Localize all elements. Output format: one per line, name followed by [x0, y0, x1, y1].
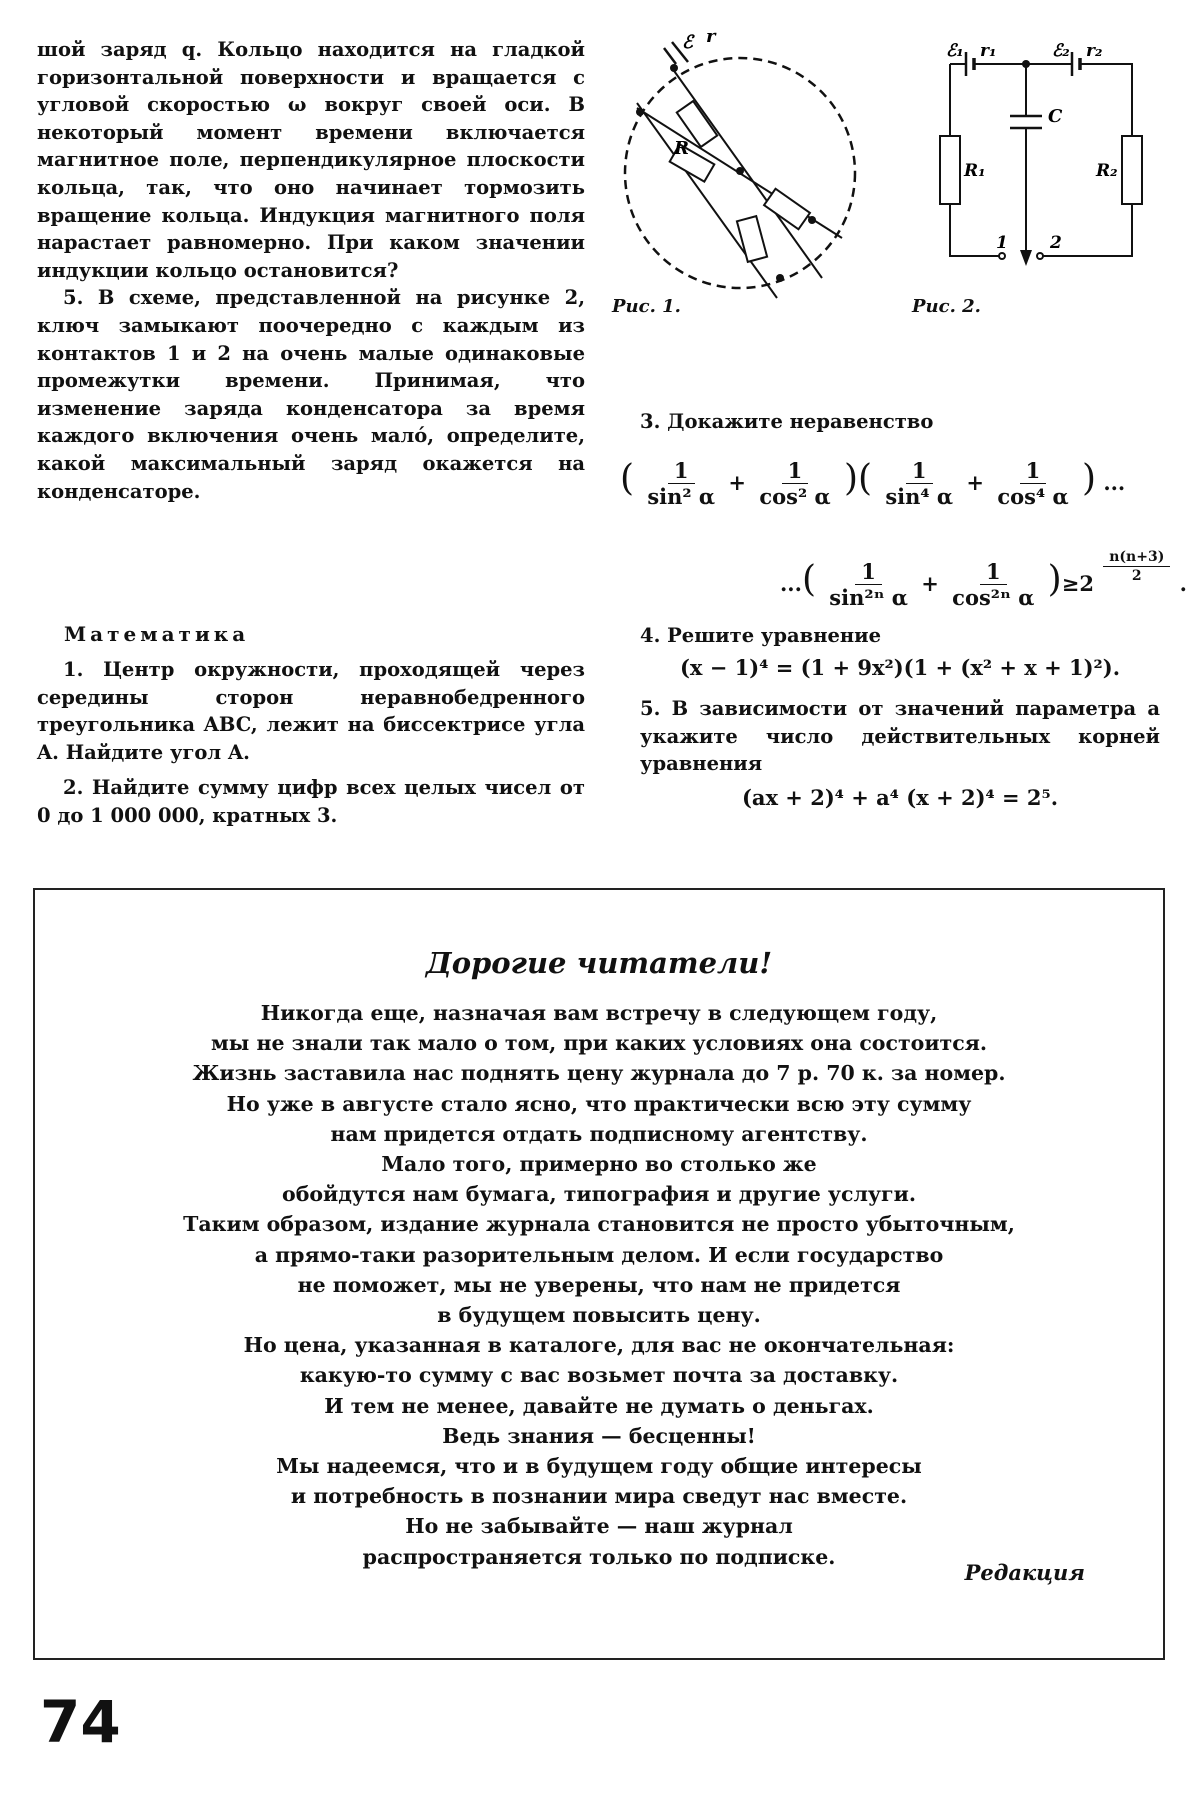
notice-line: какую-то сумму с вас возьмет почта за доставку.	[299, 1363, 899, 1388]
fig2-contact-2-label: 2	[1050, 233, 1062, 253]
notice-line: Но уже в августе стало ясно, что практически всю эту сумму	[226, 1091, 972, 1116]
physics-task-5: 5. В схеме, представленной на рисунке 2, ключ замыкают поочередно с каждым из контактов 1 и 2 на очень малые одинаковые промежутки времени. Принимая, что изменение заряда конденсатора за время каждого включения очень малó, определите, какой максимальный заряд окажется на конденсаторе.	[37, 286, 585, 503]
notice-line: И тем не менее, давайте не думать о деньгах.	[324, 1393, 874, 1418]
math-task-2: 2. Найдите сумму цифр всех целых чисел от 0 до 1 000 000, кратных 3.	[37, 776, 585, 827]
notice-line: мы не знали так мало о том, при каких условиях она состоится.	[211, 1031, 987, 1056]
notice-line: не поможет, мы не уверены, что нам не придется	[297, 1272, 901, 1297]
math-task-3-label: 3. Докажите неравенство	[640, 410, 934, 433]
physics-task-continuation: шой заряд q. Кольцо находится на гладкой горизонтальной поверхности и вращается с угловой скоростью ω вокруг своей оси. В некоторый момент времени включается магнитное поле, перпендикулярное плоскости кольца, так, что оно начинает тормозить вращение кольца. Индукция магнитного поля нарастает равномерно. При каком значении индукции кольцо остановится?	[37, 38, 585, 282]
figure-1-caption: Рис. 1.	[612, 296, 681, 317]
fig2-contact-1-label: 1	[996, 233, 1008, 253]
notice-line: Мы надеемся, что и в будущем году общие интересы	[276, 1454, 922, 1479]
physics-text-column	[37, 36, 585, 505]
notice-line: обойдутся нам бумага, типография и другие услуги.	[282, 1182, 916, 1207]
notice-line: Никогда еще, назначая вам встречу в следующем году,	[260, 1001, 938, 1025]
notice-title: Дорогие читатели!	[425, 946, 773, 980]
fig1-emf-label: ℰ	[682, 32, 693, 53]
notice-line: а прямо-таки разорительным делом. И если государство	[254, 1242, 944, 1267]
math-right-column	[640, 622, 1160, 812]
math-task-5-label: 5. В зависимости от значений параметра a укажите число действительных корней уравнения	[640, 697, 1160, 776]
fig2-r1-label: r₁	[980, 41, 997, 61]
figure-2-capacitor-circuit	[900, 36, 1160, 286]
fig1-r-label: r	[706, 28, 716, 47]
fig2-e2-label: ℰ₂	[1052, 41, 1070, 61]
math-left-column	[37, 656, 585, 830]
editorial-notice-box	[33, 888, 1165, 1660]
figure-1-ring-circuit	[612, 28, 872, 328]
math-task-3-inequality: ( $\frac{1}{\text{sin² α}}$ + $\frac{1}{\text{cos² α}}$ )( $\frac{1}{\text{sin⁴ α}}$ + $\frac{1}{\text{cos⁴ α}}$ ) ... ...( $\frac{1}{\text{sin²ⁿ α}}$ + $\frac{1}{\text{cos²ⁿ α}}$ )≥2 $\frac{n(n+3)}{2}$ .	[620, 458, 1187, 610]
fig2-r2-label: r₂	[1086, 41, 1103, 61]
fig2-e1-label: ℰ₁	[946, 41, 964, 61]
notice-line: Ведь знания — бесценны!	[442, 1423, 756, 1448]
notice-line: Таким образом, издание журнала становится не просто убыточным,	[183, 1212, 1015, 1237]
notice-line: Мало того, примерно во столько же	[381, 1152, 817, 1177]
figure-2-caption: Рис. 2.	[912, 296, 981, 317]
notice-signature: Редакция	[964, 1560, 1085, 1585]
math-section-title: Математика	[64, 622, 250, 646]
math-task-4-label: 4. Решите уравнение	[640, 624, 882, 647]
fig1-R-label: R	[674, 138, 689, 159]
page-number: 74	[40, 1688, 121, 1756]
notice-line: нам придется отдать подписному агентству.	[330, 1121, 868, 1146]
notice-line: Жизнь заставила нас поднять цену журнала до 7 р. 70 к. за номер.	[192, 1061, 1006, 1086]
notice-line: Но не забывайте — наш журнал	[405, 1514, 793, 1539]
notice-body	[35, 998, 1163, 1572]
fig2-R2-label: R₂	[1096, 161, 1118, 181]
notice-line: распространяется только по подписке.	[362, 1544, 836, 1569]
notice-line: в будущем повысить цену.	[437, 1303, 761, 1328]
fig2-R1-label: R₁	[964, 161, 986, 181]
math-task-4-equation: (x − 1)⁴ = (1 + 9x²)(1 + (x² + x + 1)²).	[679, 654, 1121, 680]
notice-line: Но цена, указанная в каталоге, для вас не окончательная:	[243, 1333, 955, 1358]
notice-line: и потребность в познании мира сведут нас вместе.	[290, 1484, 908, 1509]
math-task-1: 1. Центр окружности, проходящей через середины сторон неравнобедренного треугольника ABC, лежит на биссектрисе угла A. Найдите угол A.	[37, 658, 585, 764]
math-task-5-equation: (ax + 2)⁴ + a⁴ (x + 2)⁴ = 2⁵.	[741, 784, 1059, 810]
fig2-C-label: C	[1048, 106, 1063, 127]
